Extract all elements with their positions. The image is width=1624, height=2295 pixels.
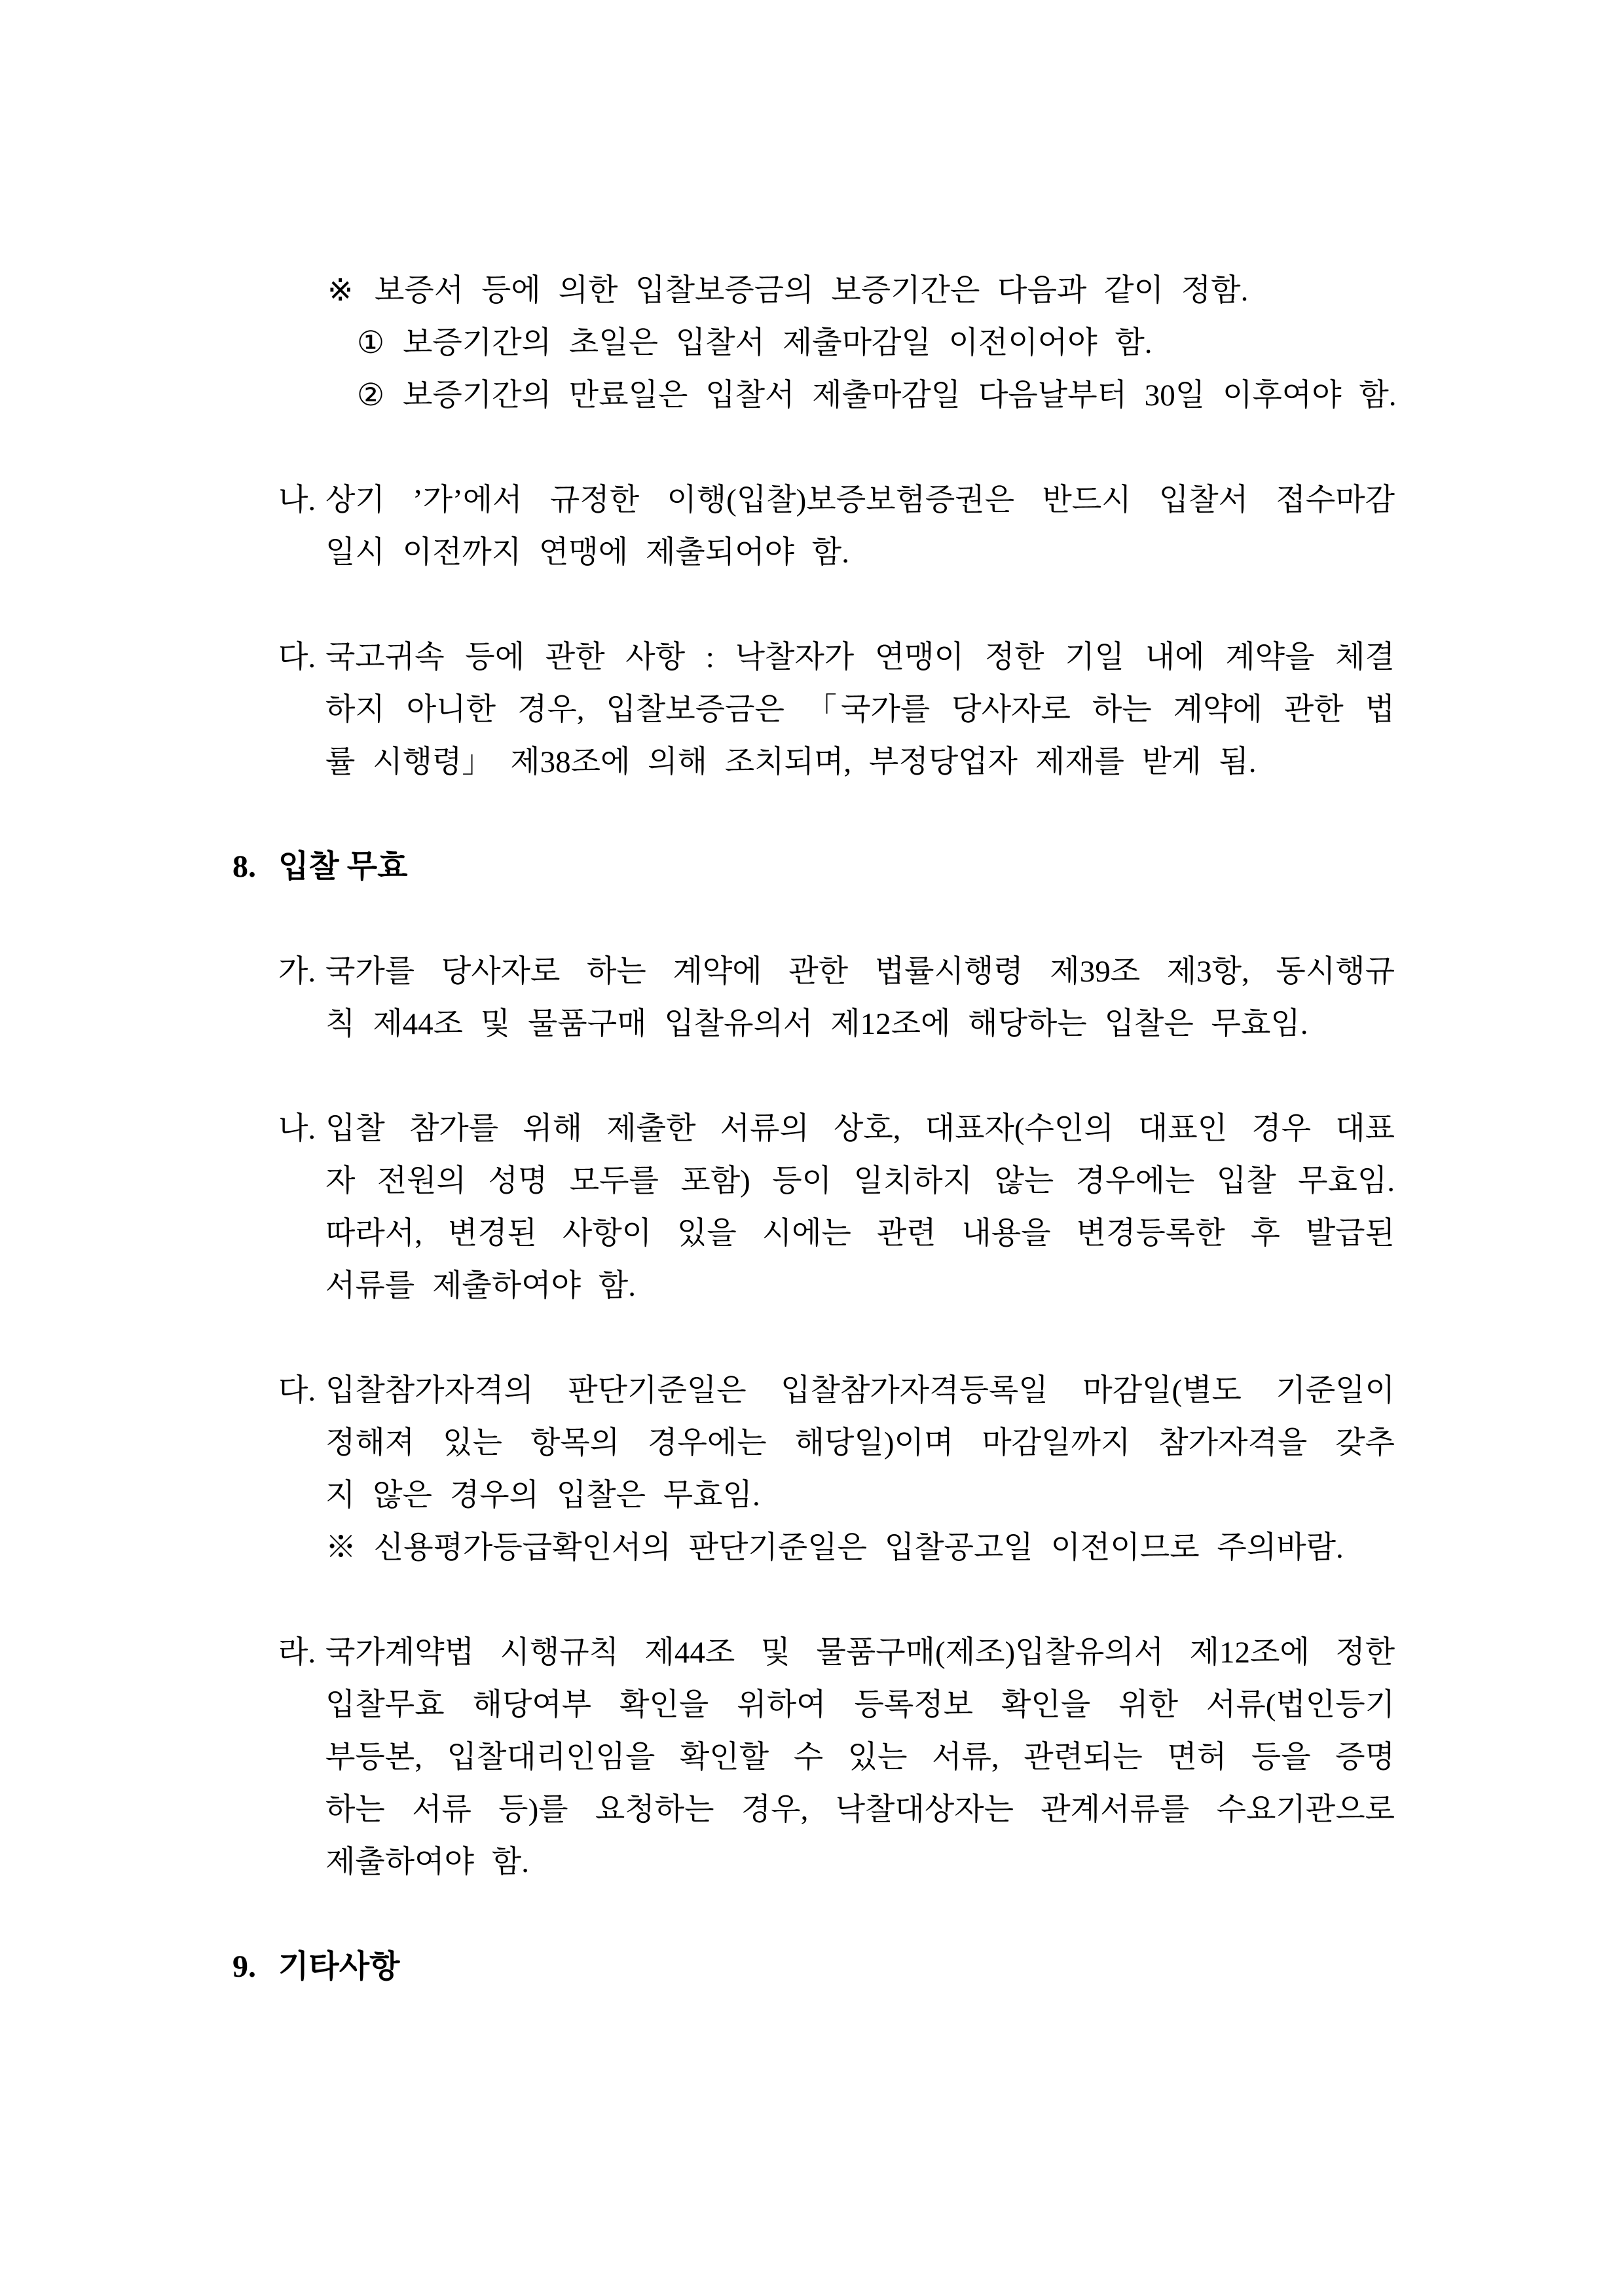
circled-one-marker: ① xyxy=(357,326,385,360)
text-line: 정해져 있는 항목의 경우에는 해당일)이며 마감일까지 참가자격을 갖추 xyxy=(325,1426,1395,1460)
list-item-ga-8 xyxy=(278,946,1395,1050)
item-label: 가. xyxy=(278,955,316,989)
section-heading-9 xyxy=(232,1941,1624,1993)
text-line: 부등본, 입찰대리인임을 확인할 수 있는 서류, 관련되는 면허 등을 증명 xyxy=(325,1740,1395,1774)
item-label: 나. xyxy=(278,483,316,517)
text-line: 제출하여야 함. xyxy=(325,1845,529,1879)
text-line: 국가를 당사자로 하는 계약에 관한 법률시행령 제39조 제3항, 동시행규 xyxy=(325,955,1395,989)
text-line: 하는 서류 등)를 요청하는 경우, 낙찰대상자는 관계서류를 수요기관으로 xyxy=(325,1793,1395,1827)
item-body xyxy=(325,631,1395,788)
list-item-na-8 xyxy=(278,1103,1395,1312)
item-body xyxy=(325,1626,1395,1888)
text-line: 국고귀속 등에 관한 사항 : 낙찰자가 연맹이 정한 기일 내에 계약을 체결 xyxy=(325,640,1395,674)
note-subitem-text: 보증기간의 초일은 입찰서 제출마감일 이전이어야 함. xyxy=(403,326,1153,360)
item-label: 라. xyxy=(278,1636,316,1670)
list-item-na-7 xyxy=(278,474,1395,579)
text-line: 일시 이전까지 연맹에 제출되어야 함. xyxy=(325,536,849,570)
list-item-ra-8 xyxy=(278,1626,1395,1888)
note-subitem-1 xyxy=(357,317,1624,369)
item-body xyxy=(325,474,1395,579)
list-item-da-8 xyxy=(278,1365,1395,1574)
text-line: 자 전원의 성명 모두를 포함) 등이 일치하지 않는 경우에는 입찰 무효임. xyxy=(325,1164,1395,1198)
item-label: 다. xyxy=(278,640,316,674)
note-subitem-text: 보증기간의 만료일은 입찰서 제출마감일 다음날부터 30일 이후여야 함. xyxy=(403,378,1397,413)
text-line: 하지 아니한 경우, 입찰보증금은 「국가를 당사자로 하는 계약에 관한 법 xyxy=(325,693,1395,727)
text-line: 입찰무효 해당여부 확인을 위하여 등록정보 확인을 위한 서류(법인등기 xyxy=(325,1688,1395,1722)
list-item-da-7 xyxy=(278,631,1395,788)
text-line: 서류를 제출하여야 함. xyxy=(325,1269,636,1303)
text-line: 따라서, 변경된 사항이 있을 시에는 관련 내용을 변경등록한 후 발급된 xyxy=(325,1217,1395,1251)
section-heading-8 xyxy=(232,841,1624,893)
text-line: 칙 제44조 및 물품구매 입찰유의서 제12조에 해당하는 입찰은 무효임. xyxy=(325,1007,1308,1041)
item-label: 나. xyxy=(278,1112,316,1146)
item-body xyxy=(325,946,1395,1050)
document-content xyxy=(0,265,1624,2046)
text-line: 지 않은 경우의 입찰은 무효임. xyxy=(325,1478,760,1513)
note-line xyxy=(327,265,1624,317)
text-line: 입찰참가자격의 판단기준일은 입찰참가자격등록일 마감일(별도 기준일이 xyxy=(325,1374,1395,1408)
item-label: 다. xyxy=(278,1374,316,1408)
note-text: 보증서 등에 의한 입찰보증금의 보증기간은 다음과 같이 정함. xyxy=(375,274,1249,308)
section-number: 9. xyxy=(232,1949,256,1984)
item-body xyxy=(325,1365,1395,1574)
note-subitem-2 xyxy=(357,369,1624,422)
reference-mark: ※ xyxy=(327,274,354,308)
section-title: 입찰 무효 xyxy=(278,849,408,884)
item-body xyxy=(325,1103,1395,1312)
bond-guarantee-note xyxy=(327,265,1624,422)
text-line: 상기 ’가’에서 규정한 이행(입찰)보증보험증권은 반드시 입찰서 접수마감 xyxy=(325,483,1395,517)
text-line: 입찰 참가를 위해 제출한 서류의 상호, 대표자(수인의 대표인 경우 대표 xyxy=(325,1112,1395,1146)
section-title: 기타사항 xyxy=(278,1949,400,1984)
circled-two-marker: ② xyxy=(357,378,385,413)
section-number: 8. xyxy=(232,849,256,884)
text-line-note: ※ 신용평가등급확인서의 판단기준일은 입찰공고일 이전이므로 주의바람. xyxy=(325,1531,1344,1565)
text-line: 국가계약법 시행규칙 제44조 및 물품구매(제조)입찰유의서 제12조에 정한 xyxy=(325,1636,1395,1670)
text-line: 률 시행령」 제38조에 의해 조치되며, 부정당업자 제재를 받게 됨. xyxy=(325,745,1257,779)
